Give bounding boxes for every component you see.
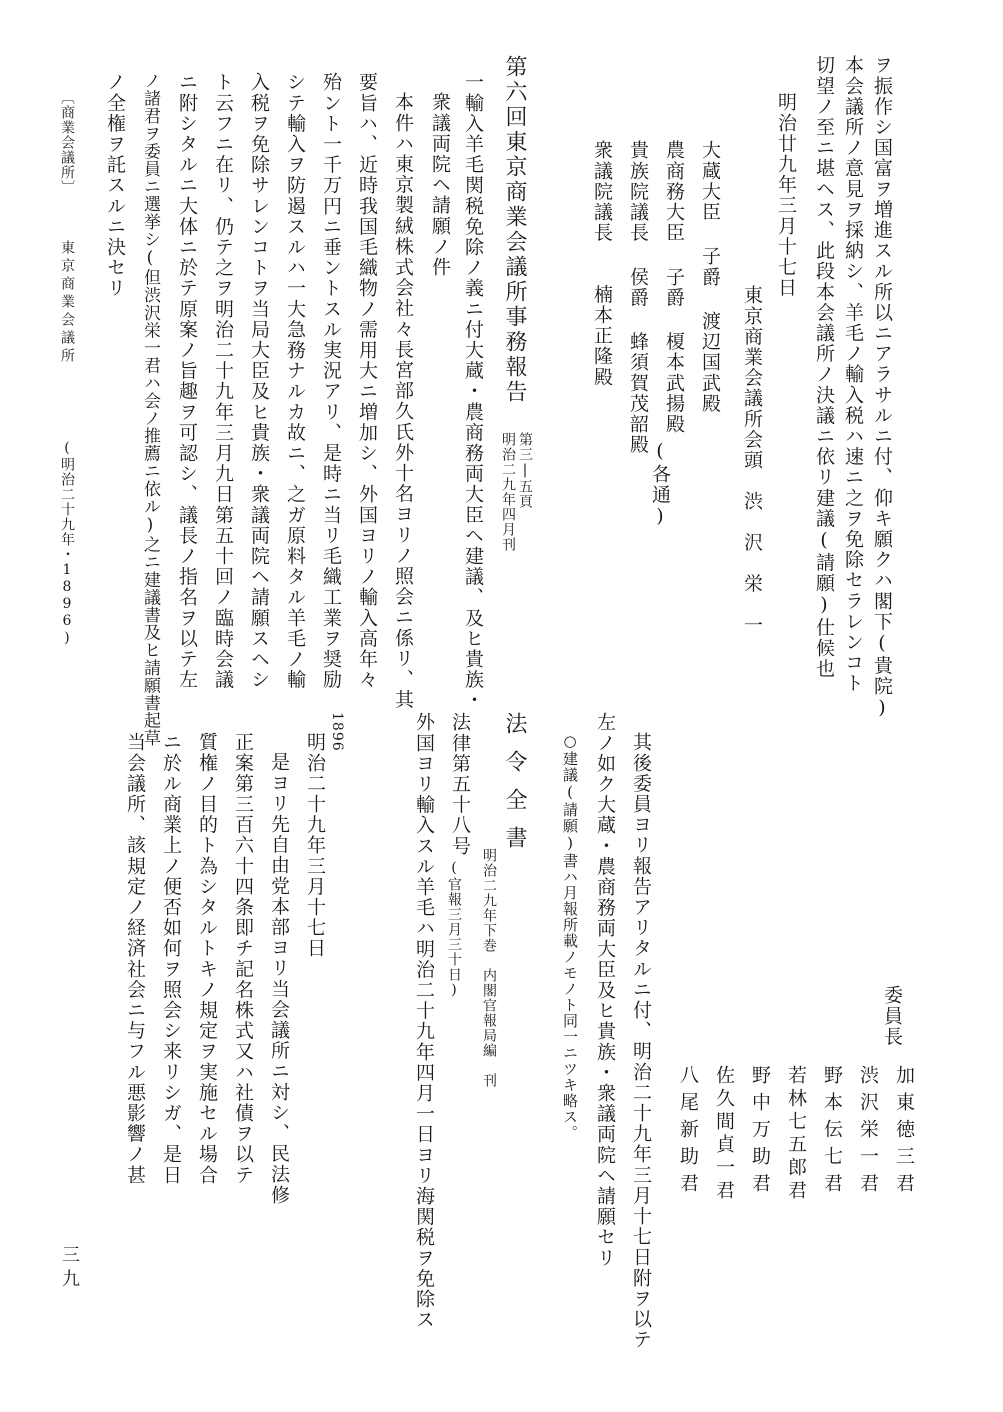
member-name: 渋沢栄一君 (857, 1065, 879, 1200)
item-title: 衆議両院ヘ請願ノ件 (429, 92, 451, 278)
member-name: 佐久間貞一君 (713, 1065, 735, 1203)
law-gazette: (官報三月三十日) (446, 860, 462, 999)
recipient: 衆議院議長 楠本正隆殿 (591, 140, 613, 388)
kakutsu-note: (各通) (649, 440, 671, 529)
report-date: 明治二九年四月刊 (500, 432, 516, 552)
body-line: 質権ノ目的ト為シタルトキノ規定ヲ実施セル場合 (196, 732, 218, 1186)
member-name: 八尾新助君 (677, 1065, 699, 1200)
text-line: 本会議所ノ意見ヲ採納シ、羊毛ノ輸入税ハ速ニ之ヲ免除セラレンコト (842, 55, 864, 694)
members-head: 委員長 (881, 985, 903, 1047)
text-line: 左ノ如ク大蔵・農商務両大臣及ヒ貴族・衆議両院ヘ請願セリ (594, 712, 616, 1269)
member-name: 野中万助君 (749, 1065, 771, 1200)
body-line: シテ輸入ヲ防遏スルハ一大急務ナルカ故ニ、之ガ原料タル羊毛ノ輸 (284, 72, 306, 690)
text-line: 其後委員ヨリ報告アリタルニ付、明治二十九年三月十七日附ヲ以テ (630, 732, 652, 1350)
law-source: 明治二九年下巻 内閣官報局編 刊 (481, 848, 497, 1088)
entry-date: 明治二十九年三月十七日 (304, 732, 326, 959)
letter-date: 明治廿九年三月十七日 (775, 92, 797, 298)
text-line: ヲ振作シ国富ヲ増進スル所以ニアラサルニ付、仰キ願クハ閣下(貴院) (871, 55, 893, 721)
letter-sender: 東京商業会議所会頭 渋 沢 栄 一 (741, 285, 763, 636)
footer-year: (明治二十九年・1896) (59, 440, 75, 647)
footer-organization: 東京商業会議所 (59, 240, 75, 366)
year-label: 1896 (329, 712, 345, 752)
body-line: 入税ヲ免除サレンコトヲ当局大臣及ヒ貴族・衆議両院ヘ請願スヘシ (248, 72, 270, 690)
body-line: 是ヨリ先自由党本部ヨリ当会議所ニ対シ、民法修 (268, 752, 290, 1206)
body-line: 殆ント一千万円ニ垂ントスル実況アリ、是時ニ当リ毛織工業ヲ奨励 (320, 72, 342, 690)
recipient: 農商務大臣 子爵 榎本武揚殿 (663, 140, 685, 435)
member-name: 野本伝七君 (821, 1065, 843, 1200)
recipient: 大蔵大臣 子爵 渡辺国武殿 (699, 140, 721, 414)
law-title: 法令全書 (502, 712, 527, 864)
body-line: ト云フニ在リ、仍テ之ヲ明治二十九年三月九日第五十回ノ臨時会議 (212, 72, 234, 690)
report-source: 第三|五頁 (517, 432, 533, 509)
body-line: 正案第三百六十四条即チ記名株式又ハ社債ヲ以テ (232, 732, 254, 1186)
law-number: 法律第五十八号 (449, 712, 471, 857)
member-name: 加東徳三君 (893, 1065, 915, 1200)
body-line: ニ於ル商業上ノ便否如何ヲ照会シ来リシガ、是日 (160, 732, 182, 1186)
recipient: 貴族院議長 侯爵 蜂須賀茂韶殿 (627, 140, 649, 455)
page-number: 三九 (59, 1245, 80, 1293)
body-line: ノ諸君ヲ委員ニ選挙シ(但渋沢栄一君ハ会ノ推薦ニ依ル)之ニ建議書及ヒ請願書起草 (140, 72, 160, 747)
body-line: ニ附シタルニ大体ニ於テ原案ノ旨趣ヲ可認シ、議長ノ指名ヲ以テ左 (176, 72, 198, 690)
law-text: 外国ヨリ輸入スル羊毛ハ明治二十九年四月一日ヨリ海関税ヲ免除ス (413, 712, 435, 1330)
footer-category: 〔商業会議所〕 (59, 90, 75, 195)
report-title: 第六回東京商業会議所事務報告 (502, 55, 527, 405)
body-line: ノ全権ヲ託スルニ決セリ (104, 72, 126, 299)
body-line: 本件ハ東京製絨株式会社々長宮部久氏外十名ヨリノ照会ニ係リ、其 (392, 92, 414, 710)
text-line: 切望ノ至ニ堪ヘス、此段本会議所ノ決議ニ依リ建議(請願)仕候也 (813, 55, 835, 679)
item-title: 一輸入羊毛関税免除ノ義ニ付大蔵・農商務両大臣ヘ建議、及ヒ貴族・ (462, 72, 484, 711)
body-line: 要旨ハ、近時我国毛織物ノ需用大ニ増加シ、外国ヨリノ輸入高年々 (356, 72, 378, 690)
editorial-note: ○建議(請願)書ハ月報所載ノモノト同一ニツキ略ス。 (561, 732, 579, 1141)
body-line: 当会議所、該規定ノ経済社会ニ与フル悪影響ノ甚 (124, 732, 146, 1186)
member-name: 若林七五郎君 (785, 1065, 807, 1203)
